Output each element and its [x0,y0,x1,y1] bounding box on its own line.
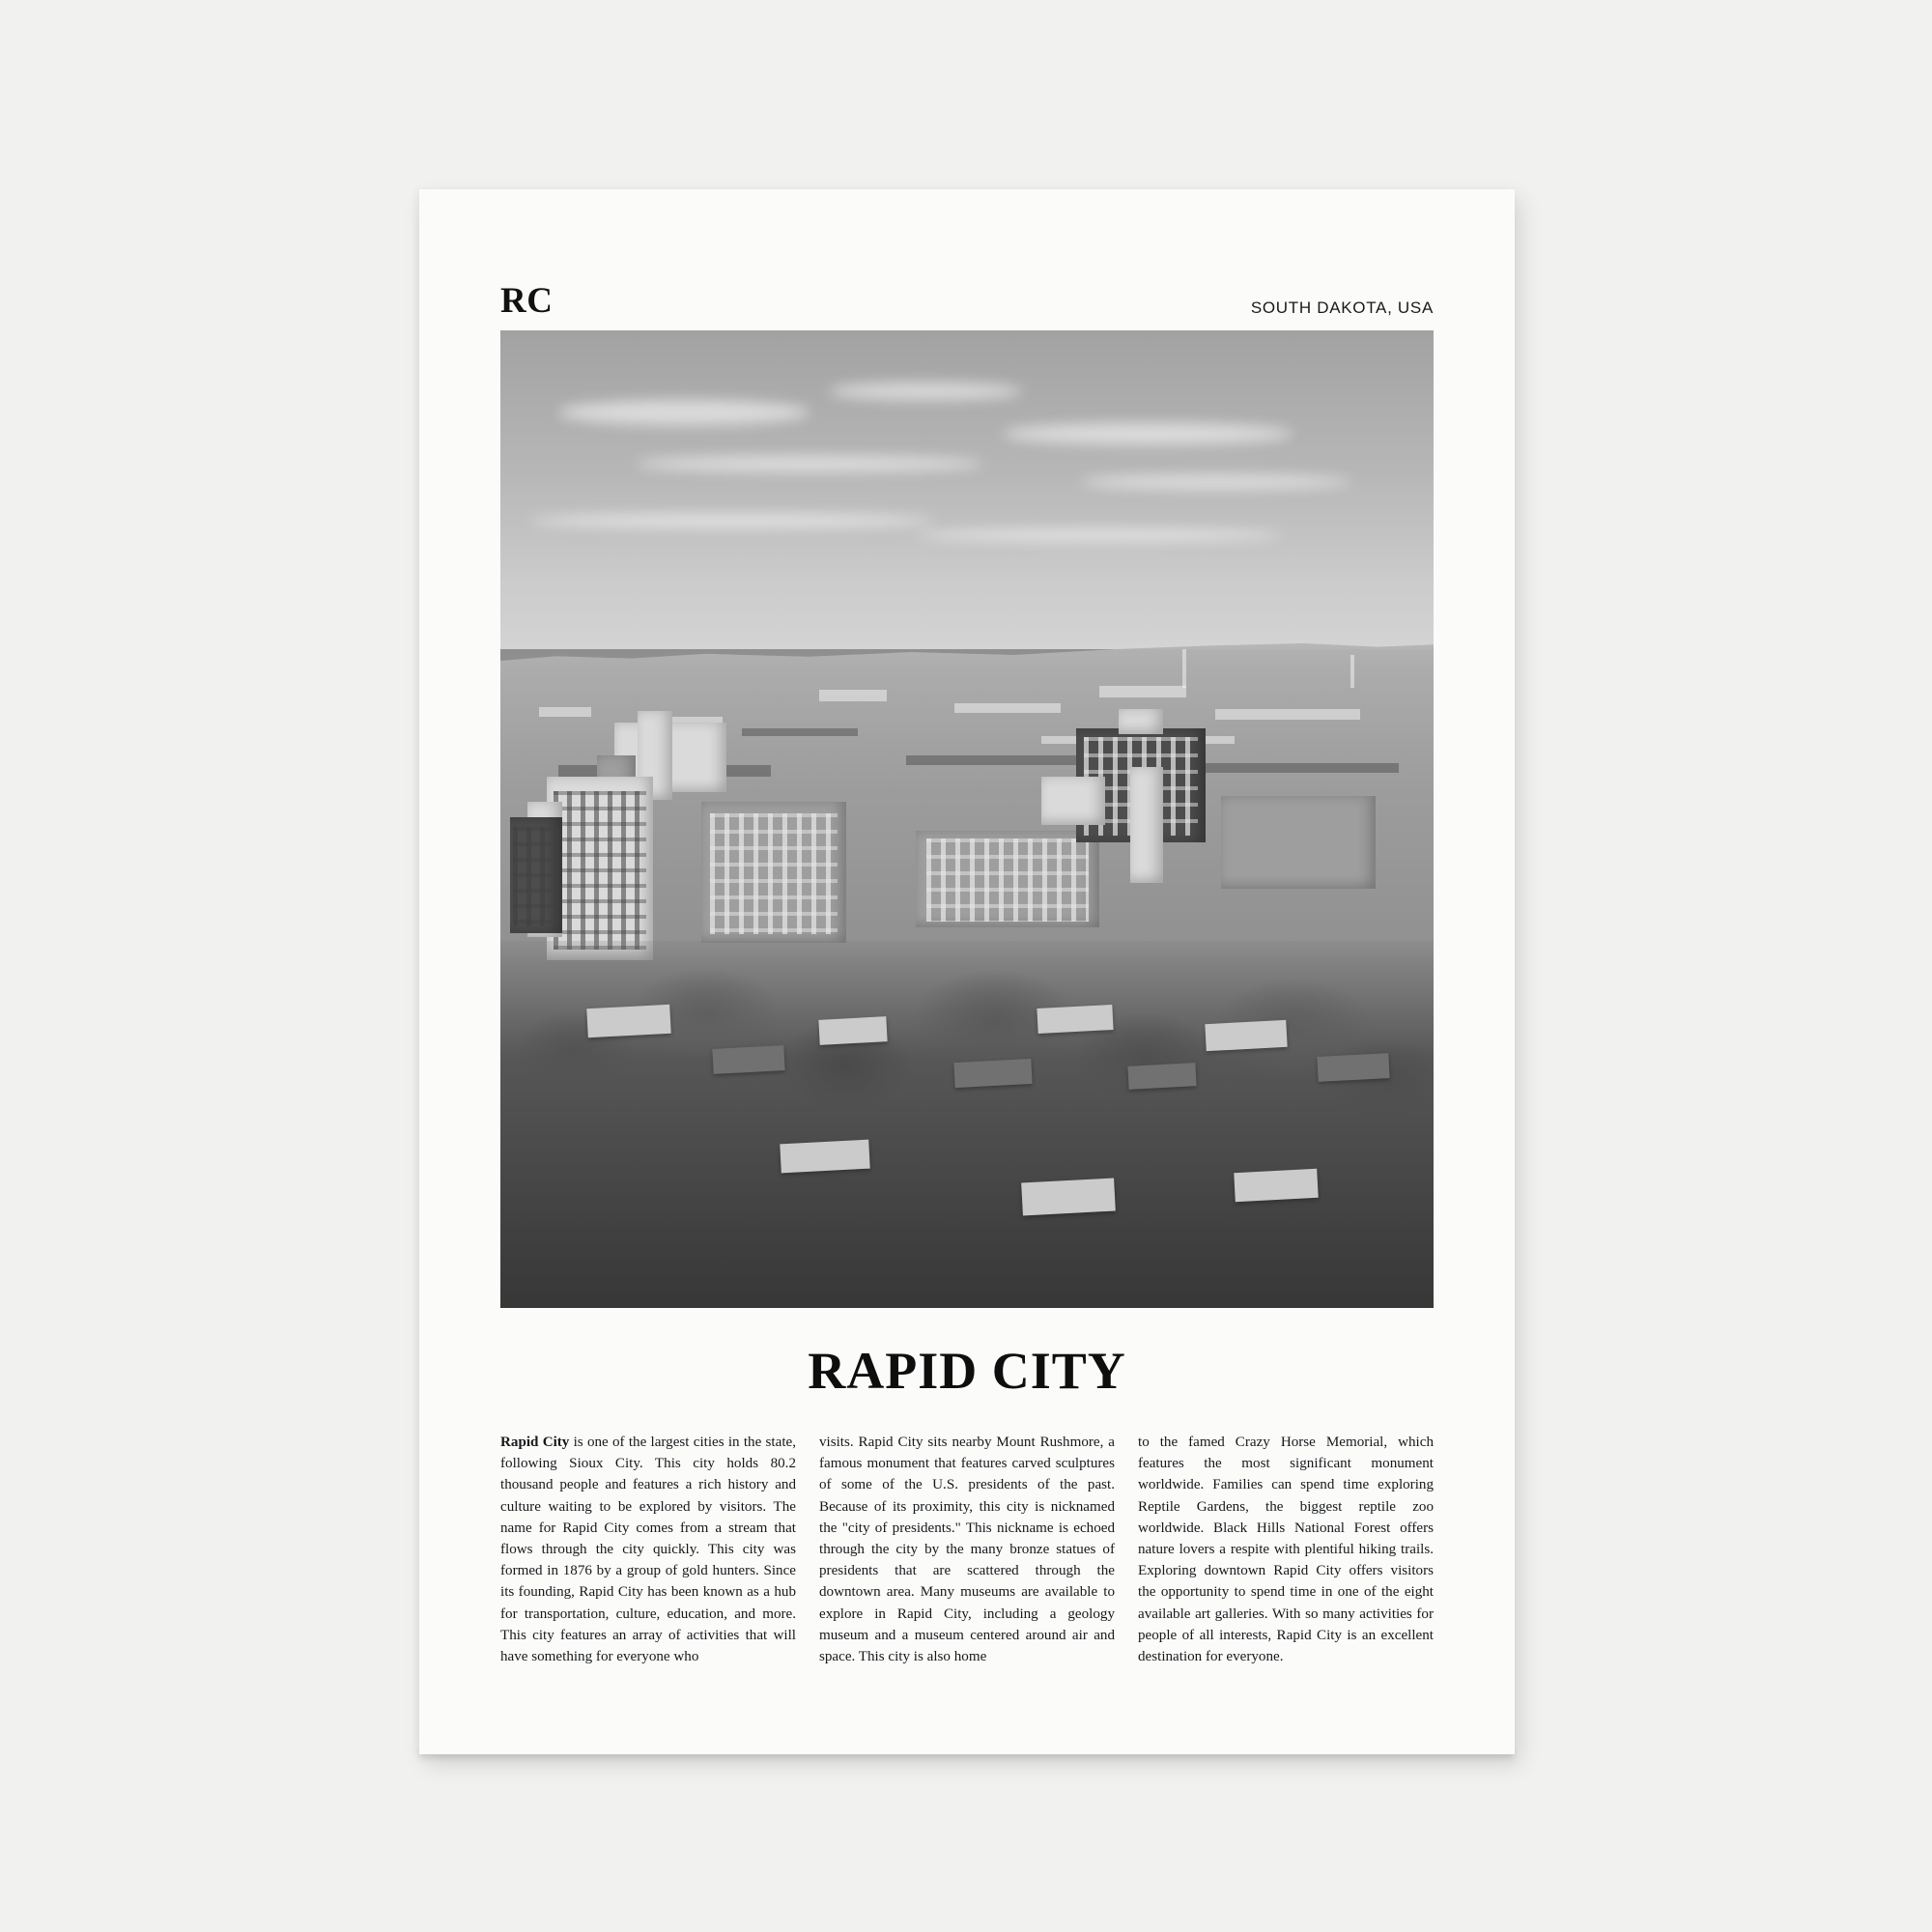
page-title: RAPID CITY [808,1342,1126,1400]
region-label: SOUTH DAKOTA, USA [1250,298,1434,317]
distant-structure [539,707,591,717]
cloud-shape [529,514,935,527]
cloud-shape [829,383,1022,400]
poster-sheet [419,189,1515,1754]
house-roof [1234,1169,1318,1202]
window-grid [926,838,1088,922]
distant-treeline [742,728,858,736]
house-roof [780,1140,869,1174]
office-tower-left [547,777,653,960]
house-roof [1317,1053,1389,1082]
small-building [1041,777,1105,825]
window-grid [513,827,559,926]
house-roof [818,1016,887,1045]
white-column-tower [1130,767,1163,883]
description-text-1: is one of the largest cities in the state, following Sioux City. This city holds 80.2 thousand people and features a rich history and culture waiting to be explored by visitors. The name for Rapid City comes from a stream that flows through the city quickly. This city was formed in 1876 by a group of gold hunters. Since its founding, Rapid City has been known as a hub for transportation, culture, education, and more. This city features an array of activities that will have something for everyone who [500,1435,796,1664]
house-roof [712,1045,784,1074]
lead-in-bold: Rapid City [500,1435,570,1450]
cityscape-photo [500,330,1434,1308]
house-roof [1205,1020,1287,1051]
rooftop-unit [1119,709,1163,734]
city-monogram: RC [500,281,554,321]
house-roof [586,1005,670,1037]
window-grid [554,791,647,949]
distant-structure [1215,709,1360,720]
cloud-shape [558,400,810,425]
cloud-shape [916,529,1283,541]
cloud-shape [1003,423,1293,444]
cloud-shape [636,456,983,471]
house-roof [953,1059,1032,1088]
description-column-3: to the famed Crazy Horse Memorial, which features the most significant monument worldwide. Families can spend time exploring Reptile Gardens, the biggest reptile zoo worldwide. Black Hills National Forest offers nature lovers a respite with plentiful hiking trails. Exploring downtown Rapid City offers visitors the opportunity to spend time in one of the eight available art galleries. With so many activities for people of all interests, Rapid City is an excellent destination for everyone. [1138,1435,1434,1664]
radio-tower [1350,655,1354,688]
description-column-1 [500,1432,796,1667]
courthouse-building [701,802,846,943]
radio-tower [1182,649,1186,688]
distant-treeline [1177,763,1399,773]
description-column-2: visits. Rapid City sits nearby Mount Rushmore, a famous monument that features carved sculptures of some of the U.S. presidents of the past. Because of its proximity, this city is nicknamed the "city of presidents." This nickname is echoed through the city by the many bronze statues of presidents that are scattered through the downtown area. Many museums are available to explore in Rapid City, including a geology museum and a museum centered around air and space. This city is also home [819,1435,1115,1664]
house-roof [1127,1063,1196,1090]
window-grid [710,813,838,935]
house-roof [1021,1179,1116,1216]
sky-layer [500,330,1434,649]
distant-structure [954,703,1061,713]
lattice-building [510,817,562,933]
distant-structure [1099,686,1186,697]
distant-structure [819,690,887,701]
description-columns [500,1432,1434,1667]
poster-header [500,270,1434,319]
long-low-building [916,831,1099,927]
tree-canopy [500,941,1434,1308]
house-roof [1037,1005,1113,1034]
cloud-shape [1080,475,1350,489]
retail-building [1221,796,1376,889]
poster-content [500,270,1434,1673]
